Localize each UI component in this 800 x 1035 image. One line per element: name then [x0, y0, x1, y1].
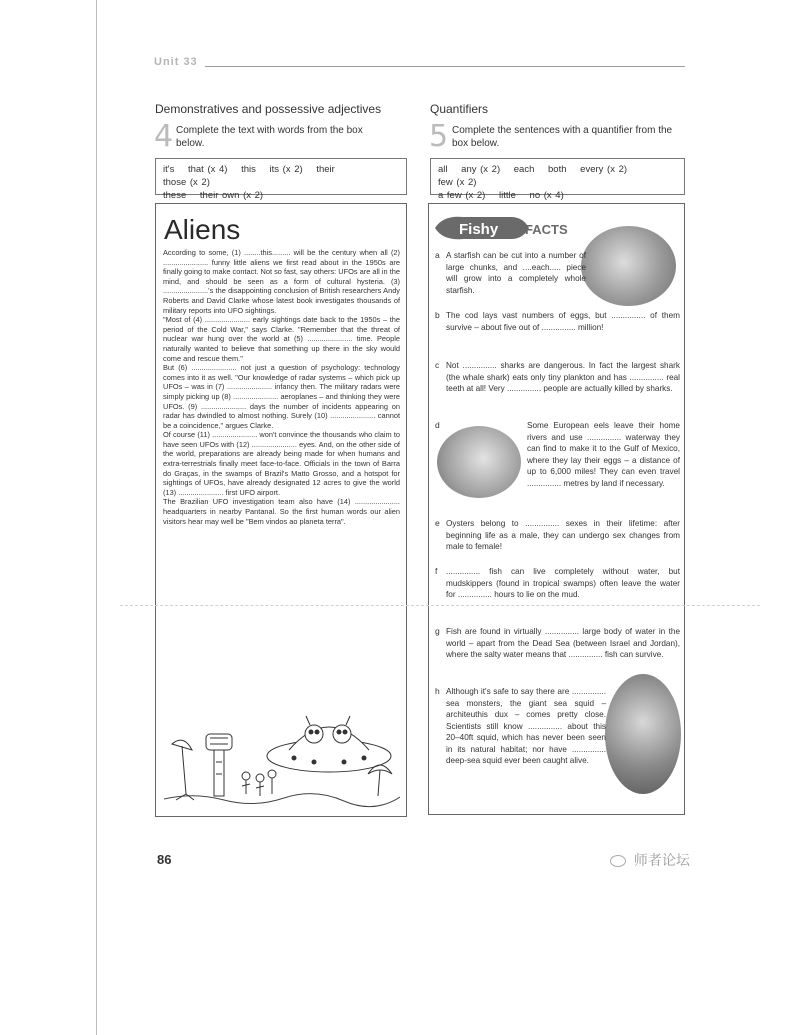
- fact-text: Oysters belong to ............... sexes in their lifetime: after beginning life as a male, they can undergo sex changes from male to female!: [446, 519, 680, 551]
- word-item: little: [499, 190, 516, 201]
- fact-letter: a: [435, 250, 440, 260]
- word-item: no (x 4): [529, 190, 564, 201]
- section-title-demonstratives: Demonstratives and possessive adjectives: [155, 102, 382, 116]
- word-item: those (x 2): [163, 177, 210, 188]
- exercise-5-instruction: Complete the sentences with a quantifier from the box below.: [452, 125, 673, 149]
- fact-text: Fish are found in virtually ............... large body of water in the world – apart from the Dead Sea (between Israel and Jordan), where the salty water means that ............... fish can survive.: [446, 627, 680, 659]
- fact-text: Although it's safe to say there are ............... sea monsters, the giant sea squid – architeuthis dux – comes pretty close. Scientists still know ............... about this 20–40ft squid, which has never been seen in its natural habitat; nor have ............... deep-sea squid ever been caught alive.: [446, 687, 606, 765]
- unit-label: Unit 33: [154, 56, 198, 68]
- word-item: these: [163, 190, 187, 201]
- starfish-photo: [581, 226, 676, 306]
- word-item: a few (x 2): [438, 190, 486, 201]
- aliens-paragraph: Of course (11) ...................... won't convince the thousands who claim to have seen UFOs with (12) ...................... eyes. And, on the other side of the world, preparations are already being made for when humans and extra-terrestrials finally meet face-to-face. Officials in the town of Barra do Graças, in the swamps of Brazil's Matto Grosso, and a hotspot for sightings of UFOs, have already designated 12 acres to give the world (13) ...................... first UFO airport.: [163, 430, 400, 497]
- fact-letter: h: [435, 686, 440, 696]
- exercise-number-5: 5: [429, 119, 449, 154]
- margin-line: [96, 0, 97, 1035]
- fact-text: A starfish can be cut into a number of large chunks, and ....each..... piece will grow into a completely whole starfish.: [446, 251, 586, 295]
- fact-text: The cod lays vast numbers of eggs, but ............... of them survive – about five out of ............... million!: [446, 311, 680, 332]
- fact-letter: g: [435, 626, 440, 636]
- fact-letter: b: [435, 310, 440, 320]
- exercise-number-4: 4: [154, 119, 174, 154]
- word-box-4-line-1: [163, 163, 399, 189]
- page-number: 86: [157, 852, 172, 867]
- scan-fold-line: [120, 605, 760, 606]
- header-rule: [205, 66, 685, 67]
- alien-illustration: [164, 704, 400, 810]
- word-box-5-line-2: [438, 189, 677, 202]
- word-item: each: [513, 164, 535, 175]
- fact-letter: d: [435, 420, 440, 430]
- fact-text: Not ............... sharks are dangerous. In fact the largest shark (the whale shark) eats only tiny plankton and has ............... real teeth at all! Very ............... people are actually killed by sharks.: [446, 361, 680, 393]
- aliens-paragraph: "Most of (4) ...................... early sightings date back to the 1950s – the period of the Cold War," says Clarke. "Remember that the threat of nuclear war hung over the world at (5) ...................... time. People naturally wanted to believe that something up there in the sky would come and rescue them.": [163, 315, 400, 363]
- watermark: [610, 850, 690, 870]
- word-item: their: [316, 164, 335, 175]
- logo-word-fishy: Fishy: [459, 221, 499, 238]
- exercise-4-instruction: Complete the text with words from the box below.: [176, 125, 363, 149]
- fact-text: ............... fish can live completely without water, but mudskippers (found in tropical swamps) often leave the water for ............... hours to lie on the mud.: [446, 567, 680, 599]
- aliens-paragraph: The Brazilian UFO investigation team also have (14) ...................... headquarters in nearby Pantanal. So the first human words our alien visitors hear may well be "Bem vindos ao planeta terra".: [163, 497, 400, 526]
- squid-photo: [605, 674, 681, 794]
- tree-icon: [368, 765, 392, 796]
- fishy-facts-panel: [428, 203, 685, 815]
- word-item: this: [241, 164, 256, 175]
- ufo-icon: [267, 716, 391, 772]
- crowd-figures: [242, 770, 276, 796]
- radar-dish-icon: [172, 740, 194, 800]
- word-item: any (x 2): [461, 164, 501, 175]
- word-box-4: [155, 158, 407, 201]
- control-tower-icon: [206, 734, 232, 796]
- word-item: all: [438, 164, 448, 175]
- aliens-title: Aliens: [164, 214, 241, 245]
- word-item: their own (x 2): [199, 190, 264, 201]
- watermark-text: 师者论坛: [633, 852, 690, 868]
- fact-text: Some European eels leave their home rivers and use ............... waterway they can find to make it to the Gulf of Mexico, where they lay their eggs – a distance of up to 6,000 miles! They can even travel ............... metres by land if necessary.: [527, 421, 680, 488]
- wechat-icon: [610, 855, 626, 867]
- aliens-paragraph: But (6) ...................... not just a question of psychology: technology comes into it as well. "Our knowledge of radar systems – which pick up UFOs – was in (7) ...................... infancy then. The military radars were simply picking up (8) ...................... aeroplanes – and thinking they were UFOs. (9) ...................... days the number of incidents appearing on radar has dwindled to almost nothing. Surely (10) ...................... cannot be a coincidence," argues Clarke.: [163, 363, 400, 430]
- logo-word-facts: FACTS: [525, 222, 568, 237]
- section-title-quantifiers: Quantifiers: [430, 102, 489, 116]
- word-item: every (x 2): [580, 164, 628, 175]
- word-box-5: [430, 158, 685, 201]
- word-item: that (x 4): [187, 164, 228, 175]
- word-item: its (x 2): [269, 164, 303, 175]
- aliens-article: [163, 248, 400, 526]
- fact-letter: c: [435, 360, 440, 370]
- word-box-5-line-1: [438, 163, 677, 189]
- word-item: it's: [163, 164, 175, 175]
- fact-letter: e: [435, 518, 440, 528]
- eel-photo: [437, 426, 521, 498]
- aliens-panel: [155, 203, 407, 817]
- aliens-paragraph: According to some, (1) ........this......... will be the century when all (2) ...................... funny little aliens we first read about in the 1950s are finally going to make contact. Not so fast, say others: UFOs are all in the mind, and should be seen as a form of cultural hysteria. (3) ......................'s the disappointing conclusion of British researchers Andy Roberts and David Clarke whose latest book investigates thousands of military reports into UFO sightings.: [163, 248, 400, 315]
- fishy-facts-logo: [433, 215, 571, 241]
- word-item: few (x 2): [438, 177, 477, 188]
- word-box-4-line-2: [163, 189, 399, 202]
- fact-letter: f: [435, 566, 438, 576]
- word-item: both: [548, 164, 567, 175]
